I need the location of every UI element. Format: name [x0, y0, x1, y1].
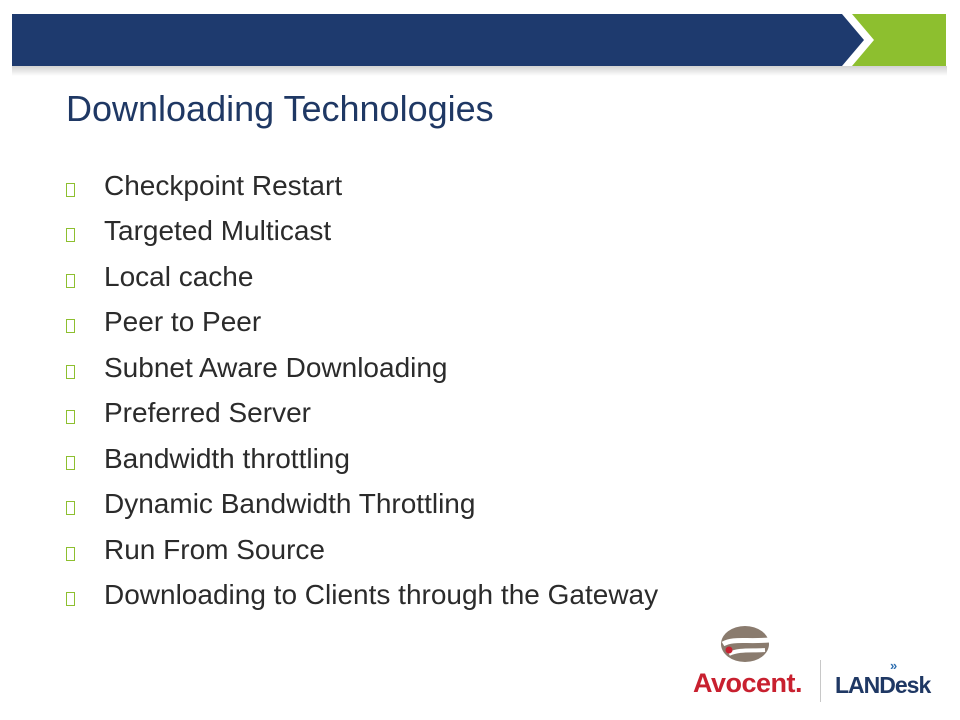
bullet-item: [66, 527, 658, 573]
bullet-marker-icon: [66, 319, 75, 333]
bullet-text: Dynamic Bandwidth Throttling: [104, 488, 476, 520]
bullet-text: Peer to Peer: [104, 306, 262, 338]
bullet-marker-icon: [66, 592, 75, 606]
bullet-item: [66, 254, 658, 300]
avocent-wordmark: Avocent.: [693, 668, 803, 698]
bullet-item: [66, 345, 658, 391]
bullet-text: Bandwidth throttling: [104, 442, 350, 474]
bullet-text: Targeted Multicast: [104, 215, 332, 247]
bullet-text: Subnet Aware Downloading: [104, 351, 448, 383]
bullet-marker-icon: [66, 410, 75, 424]
bullet-marker-icon: [66, 547, 75, 561]
landesk-chevron-icon: »: [890, 658, 895, 673]
logo-divider: [820, 660, 821, 702]
bullet-text: Local cache: [104, 260, 254, 292]
bullet-text: Downloading to Clients through the Gateway: [104, 579, 659, 611]
header-banner: [0, 0, 960, 90]
header-green-arrow: [852, 14, 946, 66]
bullet-item: [66, 163, 658, 209]
bullet-marker-icon: [66, 183, 75, 197]
bullet-marker-icon: [66, 228, 75, 242]
bullet-marker-icon: [66, 456, 75, 470]
bullet-marker-icon: [66, 365, 75, 379]
bullet-item: [66, 573, 658, 619]
bullet-text: Preferred Server: [104, 397, 311, 429]
bullet-item: [66, 209, 658, 255]
landesk-wordmark: LANDesk: [835, 672, 931, 698]
bullet-item: [66, 391, 658, 437]
bullet-marker-icon: [66, 274, 75, 288]
bullet-text: Checkpoint Restart: [104, 169, 343, 201]
bullet-item: [66, 436, 658, 482]
footer-logos: [685, 620, 945, 710]
avocent-logo: [685, 620, 820, 700]
bullet-marker-icon: [66, 501, 75, 515]
avocent-emblem-icon: [685, 620, 820, 670]
landesk-logo: [835, 656, 935, 706]
bullet-text: Run From Source: [104, 533, 325, 565]
bullet-list: [66, 163, 658, 618]
slide-title: Downloading Technologies: [66, 88, 494, 129]
bullet-item: [66, 300, 658, 346]
header-navy-bar: [12, 14, 864, 66]
bullet-item: [66, 482, 658, 528]
